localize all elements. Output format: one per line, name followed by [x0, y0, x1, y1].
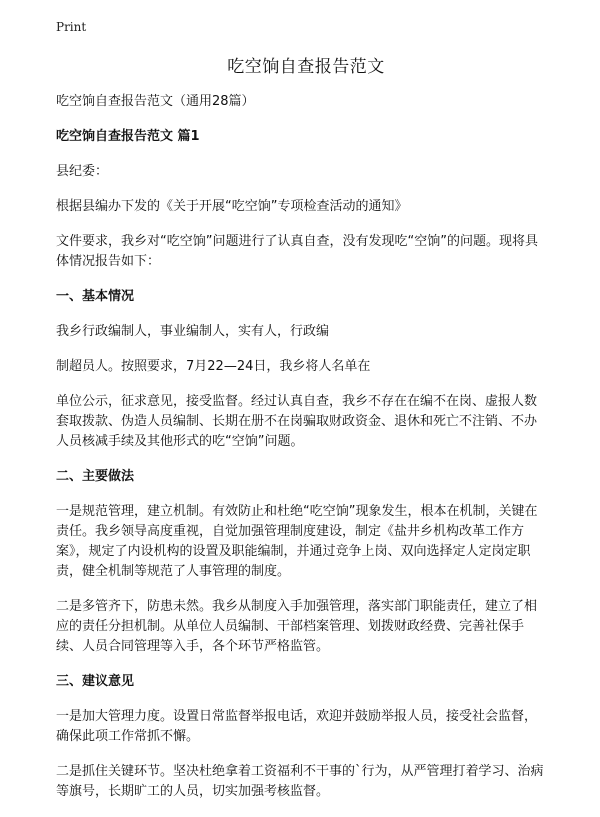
paragraph: 一是规范管理，建立机制。有效防止和杜绝“吃空饷”现象发生，根本在机制，关键在责任。我乡领导高度重视，自觉加强管理制度建设，制定《盐井乡机构改革工作方案》，规定了内设机构的设置及职能编制，并通过竞争上岗、双向选择定人定岗定职责，健全机制等规范了人事管理的制度。	[56, 504, 538, 579]
paragraph: 二是多管齐下，防患未然。我乡从制度入手加强管理，落实部门职能责任，建立了相应的责任分担机制。从单位人员编制、干部档案管理、划拨财政经费、完善社保手续、人员合同管理等入手，各个环节严格监管。	[56, 599, 538, 654]
section-heading-methods: 二、主要做法	[56, 469, 135, 484]
paragraph: 制超员人。按照要求，7月22—24日，我乡将人名单在	[56, 359, 371, 374]
paragraph: 文件要求，我乡对“吃空饷”问题进行了认真自查，没有发现吃“空饷”的问题。现将具体情况报告如下：	[56, 234, 538, 269]
section-heading-basic: 一、基本情况	[56, 289, 135, 304]
paragraph: 二是抓住关键环节。坚决杜绝拿着工资福利不干事的`行为，从严管理打着学习、治病等旗号，长期旷工的人员，切实加强考核监督。	[56, 764, 544, 799]
paragraph: 一是加大管理力度。设置日常监督举报电话，欢迎并鼓励举报人员，接受社会监督，确保此项工作常抓不懈。	[56, 709, 538, 744]
print-link[interactable]: Print	[56, 20, 87, 34]
document-subtitle: 吃空饷自查报告范文（通用28篇）	[56, 94, 255, 109]
document-title: 吃空饷自查报告范文	[227, 57, 385, 77]
paragraph: 我乡行政编制人，事业编制人，实有人，行政编	[56, 324, 330, 339]
document-body	[56, 92, 548, 817]
salutation: 县纪委：	[56, 164, 109, 179]
paragraph: 单位公示，征求意见，接受监督。经过认真自查，我乡不存在在编不在岗、虚报人数套取拨款、伪造人员编制、长期在册不在岗骗取财政资金、退休和死亡不注销、不办人员核减手续及其他形式的吃“空饷”问题。	[56, 394, 538, 449]
section-heading-suggestions: 三、建议意见	[56, 674, 135, 689]
paragraph: 根据县编办下发的《关于开展“吃空饷”专项检查活动的通知》	[56, 199, 408, 214]
article-heading: 吃空饷自查报告范文 篇1	[56, 129, 200, 144]
